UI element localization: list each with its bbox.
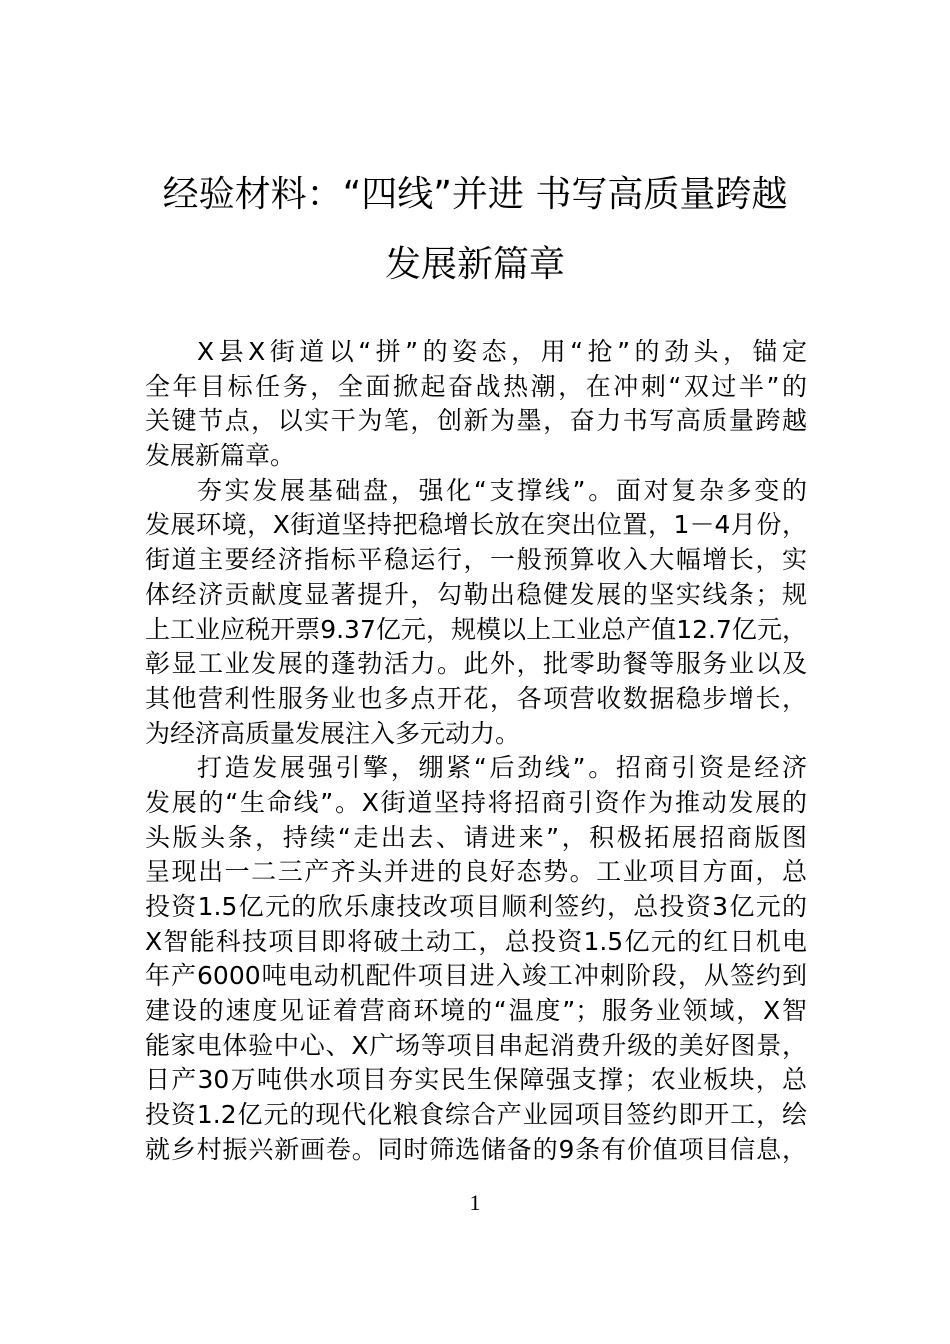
text-line: 打造发展强引擎，绷紧“后劲线”。招商引资是经济 [197, 753, 807, 783]
text-line: 体经济贡献度显著提升，勾勒出稳健发展的坚实线条；规 [145, 579, 807, 609]
text-line: 投资1.2亿元的现代化粮食综合产业园项目签约即开工，绘 [145, 1100, 807, 1130]
text-line: 为经济高质量发展注入多元动力。 [145, 718, 521, 748]
page-number: 1 [469, 1190, 481, 1215]
text-line: 投资1.5亿元的欣乐康技改项目顺利签约，总投资3亿元的 [145, 892, 807, 921]
text-line: 彰显工业发展的蓬勃活力。此外，批零助餐等服务业以及 [145, 649, 807, 679]
text-line: 街道主要经济指标平稳运行，一般预算收入大幅增长，实 [145, 545, 807, 575]
text-line: 夯实发展基础盘，强化“支撑线”。面对复杂多变的 [197, 475, 807, 505]
text-line: 发展环境，X街道坚持把稳增长放在突出位置，1－4月份， [145, 510, 807, 540]
text-line: 年产6000吨电动机配件项目进入竣工冲刺阶段，从签约到 [145, 961, 807, 991]
paragraph [145, 474, 807, 752]
text-line: 日产30万吨供水项目夯实民生保障强支撑；农业板块，总 [145, 1065, 807, 1095]
text-line: 能家电体验中心、X广场等项目串起消费升级的美好图景， [145, 1030, 807, 1060]
text-line: 上工业应税开票9.37亿元，规模以上工业总产值12.7亿元， [145, 614, 807, 644]
document-title-line-2: 发展新篇章 [384, 244, 565, 285]
text-line: 发展的“生命线”。X街道坚持将招商引资作为推动发展的 [145, 787, 807, 817]
text-line: 就乡村振兴新画卷。同时筛选储备的9条有价值项目信息， [145, 1134, 807, 1164]
text-line: 发展新篇章。 [145, 441, 296, 471]
document-title-line-1: 经验材料：“四线”并进 书写高质量跨越 [162, 174, 788, 215]
text-line: 关键节点，以实干为笔，创新为墨，奋力书写高质量跨越 [145, 406, 807, 436]
text-line: 其他营利性服务业也多点开花，各项营收数据稳步增长， [145, 683, 807, 713]
paragraph [145, 335, 807, 474]
text-line: 呈现出一二三产齐头并进的良好态势。工业项目方面，总 [145, 857, 807, 887]
text-line: 全年目标任务，全面掀起奋战热潮，在冲刺“双过半”的 [145, 371, 807, 401]
text-line: X县X街道以“拼”的姿态，用“抢”的劲头，锚定 [197, 337, 807, 366]
text-line: 头版头条，持续“走出去、请进来”，积极拓展招商版图 [145, 822, 807, 852]
text-line: X智能科技项目即将破土动工，总投资1.5亿元的红日机电 [145, 926, 807, 956]
text-line: 建设的速度见证着营商环境的“温度”；服务业领域，X智 [145, 996, 807, 1026]
document-body [145, 335, 807, 1168]
paragraph [145, 751, 807, 1167]
